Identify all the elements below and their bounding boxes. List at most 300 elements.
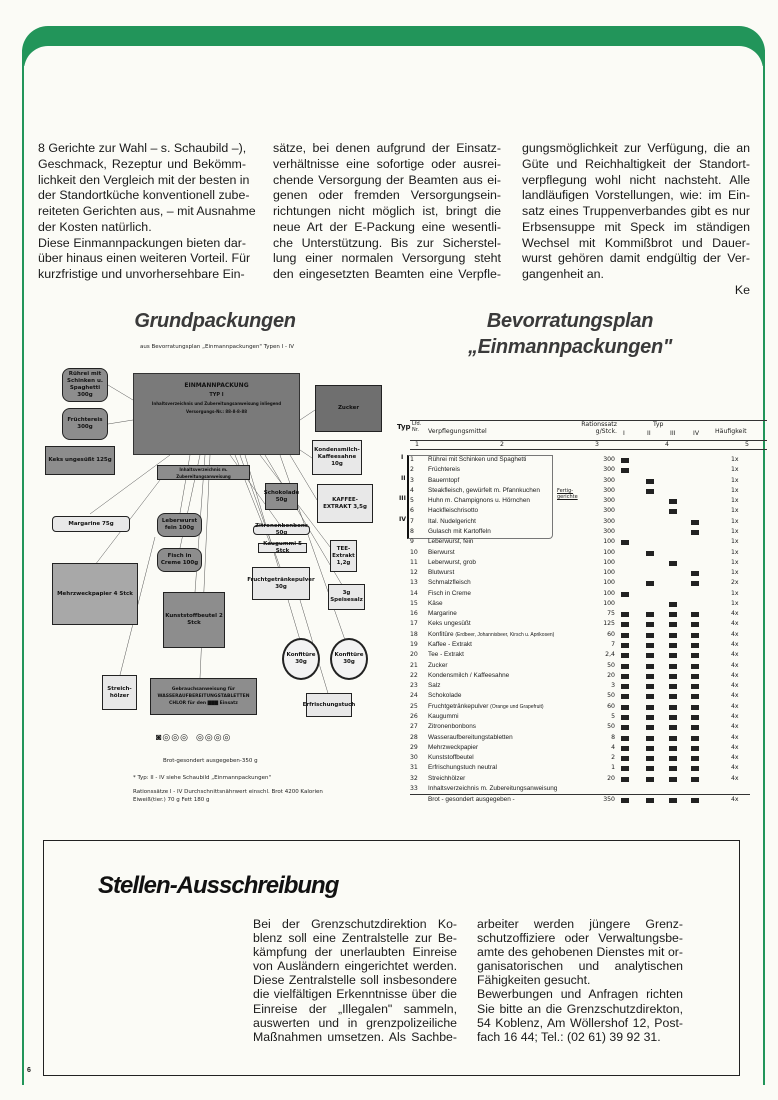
row-number: 22: [410, 671, 418, 679]
intro-column-3: [522, 141, 750, 299]
type-1-mark: [621, 798, 629, 803]
col-number: 5: [745, 441, 749, 448]
text-line: arbeiter werden jüngere Grenz-: [477, 917, 683, 931]
row-number: 4: [410, 486, 414, 494]
type-4-mark: [691, 798, 699, 803]
text-line: Wechsel mit Kommißbrot und Dauer-: [522, 235, 750, 250]
row-ration: 75: [607, 610, 615, 618]
row-item: Bierwurst: [428, 548, 455, 556]
row-item: Margarine: [428, 610, 457, 618]
text-line: die vielfältigen Erkenntnisse über die: [253, 987, 457, 1002]
row-frequency: 4x: [731, 743, 739, 751]
row-ration: 7: [611, 641, 615, 649]
row-number: 20: [410, 651, 418, 659]
text-line: chende Versorgung der Beamten aus ei-: [273, 172, 501, 187]
row-frequency: 1x: [731, 466, 739, 474]
table-row: [395, 456, 767, 466]
text-line: ganisatorischen und analytischen: [477, 959, 683, 974]
text-line: verhältnisse eine sofortige oder ausrei-: [273, 156, 501, 171]
row-frequency: 4x: [731, 641, 739, 649]
row-number: 8: [410, 527, 414, 535]
text-line: landläufigen Vorstellungen, wie: im Ein-: [522, 188, 750, 203]
group-mark: II: [401, 475, 406, 482]
row-ration: 300: [603, 507, 615, 515]
type-4-mark: [691, 705, 699, 710]
row-number: 12: [410, 569, 418, 577]
header-item: Verpflegungsmittel: [428, 428, 487, 435]
type-1-mark: [621, 468, 629, 473]
type-2-mark: [646, 694, 654, 699]
row-frequency: 4x: [731, 620, 739, 628]
table-row: [395, 538, 767, 548]
type-4-mark: [691, 633, 699, 638]
item-ruehrei: Rührei mit Schinken u. Spaghetti 300g: [62, 368, 108, 402]
row-ration: 50: [607, 661, 615, 669]
row-number: 9: [410, 538, 414, 546]
type-2-mark: [646, 622, 654, 627]
text-line: wurst gehören damit endgültig der Ver-: [522, 251, 750, 266]
row-item: Mehrzweckpapier: [428, 743, 479, 751]
row-frequency: 4x: [731, 630, 739, 638]
row-number: 3: [410, 476, 414, 484]
table-row: [395, 590, 767, 600]
text-line: amte des gehobenen Dienstes mit or-: [477, 945, 683, 960]
type-3-mark: [669, 777, 677, 782]
row-number: 19: [410, 641, 418, 649]
table-row: [395, 620, 767, 630]
type-2-mark: [646, 684, 654, 689]
row-item: Salz: [428, 682, 441, 690]
row-frequency: 1x: [731, 486, 739, 494]
text-line: kurzfristige und unvorhersehbare Ein-: [38, 267, 245, 281]
item-fruchtgetraenkepulver: Fruchtgetränkepulver 30g: [252, 567, 310, 600]
row-frequency: 4x: [731, 682, 739, 690]
text-line: sätze, bei denen aufgrund der Einsatz-: [273, 141, 501, 155]
type-3-mark: [669, 561, 677, 566]
table-row: [395, 713, 767, 723]
row-frequency: 4x: [731, 671, 739, 679]
text-line: lung einer normalen Versorgung steht: [273, 251, 501, 266]
footnote: * Typ: II - IV siehe Schaubild „Einmannpackungen": [133, 775, 272, 781]
table-row: [395, 662, 767, 672]
row-item: Käse: [428, 599, 443, 607]
type-3-mark: [669, 684, 677, 689]
row-item: Hackfleischrisotto: [428, 507, 479, 515]
text-line: reiteten Gerichten aus, – mit Ausnahme: [38, 204, 256, 218]
type-3-mark: [669, 705, 677, 710]
row-frequency: 1x: [731, 527, 739, 535]
box-label: EINMANNPACKUNG: [184, 382, 249, 389]
type-1-mark: [621, 458, 629, 463]
row-item: Kunststoffbeutel: [428, 754, 474, 762]
row-number: 7: [410, 517, 414, 525]
row-ration: 100: [603, 579, 615, 587]
row-frequency: 1x: [731, 589, 739, 597]
box-type: TYP I: [209, 392, 224, 398]
row-ration: 350: [603, 795, 615, 803]
type-2-mark: [646, 746, 654, 751]
row-frequency: 4x: [731, 754, 739, 762]
row-number: 14: [410, 589, 418, 597]
row-frequency: 1x: [731, 517, 739, 525]
row-item: Konfitüre (Erdbeer, Johannisbeer, Kirsch u. Aprikosen): [428, 630, 555, 638]
row-ration: 100: [603, 589, 615, 597]
type-2-mark: [646, 612, 654, 617]
row-item: Ital. Nudelgericht: [428, 517, 476, 525]
text-line: Bei der Grenzschutzdirektion Ko-: [253, 917, 457, 931]
box-note: Inhaltsverzeichnis und Zubereitungsanweisung inliegend: [151, 401, 282, 406]
type-2-mark: [646, 725, 654, 730]
type-2-mark: [646, 766, 654, 771]
item-kaugummi: Kaugummi 5 Stck: [258, 543, 307, 553]
text-line: 54 Koblenz, Am Wöllershof 12, Post-: [477, 1015, 683, 1030]
item-konfituere-2: Konfitüre 30g: [330, 638, 368, 680]
row-number: 29: [410, 743, 418, 751]
row-ration: 100: [603, 569, 615, 577]
row-frequency: 4x: [731, 713, 739, 720]
text-line: lichkeit den Vergleich mit der besten in: [38, 172, 250, 187]
text-line: blenz soll eine Zentralstelle zur Be-: [253, 931, 457, 946]
table-row: [395, 507, 767, 517]
row-frequency: 4x: [731, 795, 739, 803]
row-item: Gulasch mit Kartoffeln: [428, 527, 491, 535]
row-frequency: 1x: [731, 497, 739, 505]
type-4-mark: [691, 766, 699, 771]
page-number: 6: [27, 1067, 31, 1074]
type-1-mark: [621, 674, 629, 679]
text-line: richtungen nicht möglich ist, bringt die: [273, 204, 501, 218]
type-3-mark: [669, 694, 677, 699]
text-line: fach 16 44; Tel.: (02 61) 39 92 31.: [477, 1029, 661, 1044]
type-4-mark: [691, 715, 699, 720]
type-1-mark: [621, 705, 629, 710]
text-line: Diese Zentralstelle soll insbesondere: [253, 973, 457, 988]
table-row: [395, 497, 767, 507]
row-frequency: 2x: [731, 579, 739, 587]
row-item: Keks ungesüßt: [428, 620, 471, 628]
text-line: Bewerbungen und Anfragen richten: [477, 987, 683, 1002]
row-item: Leberwurst, fein: [428, 538, 474, 546]
row-item: Zucker: [428, 661, 448, 669]
row-number: 2: [410, 466, 414, 474]
row-frequency: 1x: [731, 558, 739, 566]
item-schokolade: Schokolade 50g: [265, 483, 298, 510]
fertiggerichte-label: Fertig-gerichte: [557, 488, 578, 500]
type-3-mark: [669, 612, 677, 617]
row-frequency: 1x: [731, 507, 739, 515]
table-row: [395, 672, 767, 682]
row-number: 31: [410, 764, 418, 772]
type-2-mark: [646, 664, 654, 669]
text-line: Maßnahmen umsetzen. Als Sachbe-: [253, 1029, 457, 1044]
table-row: [395, 692, 767, 702]
type-4-mark: [691, 725, 699, 730]
divider: [410, 794, 750, 795]
table-row: [395, 744, 767, 754]
table-row: [395, 559, 767, 569]
row-frequency: 1x: [731, 538, 739, 546]
type-3-mark: [669, 798, 677, 803]
row-number: 33: [410, 784, 418, 792]
table-row: [395, 610, 767, 620]
table-row: [395, 466, 767, 476]
text-line: gangenheit an.: [522, 267, 604, 281]
text-line: Güte und Reichhaltigkeit der Standort-: [522, 156, 750, 171]
row-item: Streichhölzer: [428, 774, 466, 782]
header-ration: Rationssatz g/Stck.: [581, 421, 617, 435]
col-number: 4: [665, 441, 669, 448]
row-ration: 300: [603, 517, 615, 525]
row-ration: 8: [611, 733, 615, 741]
row-item: Früchtereis: [428, 466, 460, 474]
type-3-mark: [669, 725, 677, 730]
table-row: [395, 549, 767, 559]
type-1-mark: [621, 777, 629, 782]
row-frequency: 4x: [731, 733, 739, 741]
text-line: gungsmöglichkeit zur Verfügung, die an: [522, 141, 750, 155]
type-4-mark: [691, 664, 699, 669]
text-line: auswerten und in grenzpolizeiliche: [253, 1015, 457, 1030]
table-row: [395, 651, 767, 661]
type-4-mark: [691, 571, 699, 576]
row-frequency: 4x: [731, 692, 739, 700]
type-4-mark: [691, 684, 699, 689]
item-kunststoffbeutel: Kunststoffbeutel 2 Stck: [163, 592, 225, 648]
row-item-note: (Erdbeer, Johannisbeer, Kirsch u. Aprikosen): [455, 631, 555, 638]
diagram-title: Grundpackungen: [134, 310, 296, 332]
row-ration: 100: [603, 558, 615, 566]
type-2-mark: [646, 777, 654, 782]
type-4-mark: [691, 756, 699, 761]
item-leberwurst: Leberwurst fein 100g: [157, 513, 202, 537]
type-1-mark: [621, 766, 629, 771]
type-4-mark: [691, 612, 699, 617]
text-line: Sie bitte an die Grenzschutzdirekton,: [477, 1001, 683, 1016]
type-2-mark: [646, 715, 654, 720]
table-row: [395, 579, 767, 589]
row-item: Leberwurst, grob: [428, 558, 476, 566]
row-item: Kondensmilch / Kaffeesahne: [428, 671, 510, 679]
item-zitronenbonbons: Zitronenbonbons 50g: [254, 523, 309, 536]
type-3-mark: [669, 664, 677, 669]
table-row: [395, 754, 767, 764]
text-line: Geschmack, Rezeptur und Bekömm-: [38, 156, 246, 171]
text-line: schutzoffiziere oder Verwaltungsbe-: [477, 931, 683, 946]
type-1-mark: [621, 633, 629, 638]
row-number: 1: [410, 456, 414, 463]
row-item: Schmalzfleisch: [428, 579, 471, 587]
row-item: Erfrischungstuch neutral: [428, 764, 497, 772]
type-4-mark: [691, 674, 699, 679]
type-2-mark: [646, 581, 654, 586]
type-3-mark: [669, 756, 677, 761]
item-margarine: Margarine 75g: [52, 516, 130, 532]
tablet-icons: ◙◎◎◎ ◎◎◎◎: [156, 732, 232, 742]
job-ad-column-2: [477, 917, 683, 1044]
text-line: über hinaus einen weiteren Vorteil. Für: [38, 251, 251, 266]
diagram-subtitle: aus Bevorratungsplan „Einmannpackungen" Typen I - IV: [140, 344, 295, 350]
table-row: [395, 703, 767, 713]
table-row: [395, 641, 767, 651]
text-line: neue Art der E-Packung eine wesentli-: [273, 219, 501, 234]
table-row: [395, 734, 767, 744]
type-2-mark: [646, 643, 654, 648]
row-frequency: 4x: [731, 702, 739, 710]
row-item: Fruchtgetränkepulver (Orange und Grapefruit): [428, 702, 544, 710]
type-2-mark: [646, 674, 654, 679]
col-number: 3: [595, 441, 599, 448]
row-item: Schokolade: [428, 692, 462, 700]
row-ration: 60: [607, 702, 615, 710]
job-ad-title: Stellen-Ausschreibung: [98, 872, 339, 899]
table-row: [395, 528, 767, 538]
row-item: Brot - gesondert ausgegeben -: [428, 795, 515, 803]
row-ration: 50: [607, 723, 615, 731]
text-line: Erbsensuppe mit Speck im ständigen: [522, 219, 750, 234]
type-1-mark: [621, 540, 629, 545]
row-item: Fisch in Creme: [428, 589, 471, 597]
type-1-mark: [621, 622, 629, 627]
row-ration: 3: [611, 682, 615, 690]
header-typ: Typ: [397, 423, 411, 431]
type-3-mark: [669, 622, 677, 627]
row-ration: 100: [603, 599, 615, 607]
text-line: verpflegung wohl nicht nachsteht. Alle: [522, 172, 750, 187]
type-1-mark: [621, 612, 629, 617]
row-ration: 20: [607, 671, 615, 679]
row-item: Kaugummi: [428, 713, 459, 720]
item-kondensmilch: Kondensmilch-Kaffeesahne 10g: [312, 440, 362, 475]
header-I: I: [623, 430, 625, 437]
row-ration: 1: [611, 764, 615, 772]
type-1-mark: [621, 756, 629, 761]
box-supply-number: Versorgungs-Nr.: 88-8-8-88: [185, 409, 248, 414]
item-erfrischungstuch: Erfrischungstuch: [306, 693, 352, 717]
type-3-mark: [669, 499, 677, 504]
group-mark: I: [401, 454, 404, 461]
table-row: [395, 518, 767, 528]
row-frequency: 4x: [731, 651, 739, 659]
type-3-mark: [669, 509, 677, 514]
table-row: [395, 600, 767, 610]
type-2-mark: [646, 653, 654, 658]
item-fisch: Fisch in Creme 100g: [157, 548, 202, 572]
row-ration: 300: [603, 456, 615, 463]
type-3-mark: [669, 643, 677, 648]
row-number: 15: [410, 599, 418, 607]
row-frequency: 4x: [731, 764, 739, 772]
type-3-mark: [669, 674, 677, 679]
type-2-mark: [646, 756, 654, 761]
type-1-mark: [621, 736, 629, 741]
type-1-mark: [621, 684, 629, 689]
type-3-mark: [669, 653, 677, 658]
row-item: Kaffee - Extrakt: [428, 641, 472, 649]
col-number: 1: [415, 441, 419, 448]
row-frequency: 4x: [731, 774, 739, 782]
type-2-mark: [646, 633, 654, 638]
row-number: 10: [410, 548, 418, 556]
header-typ-group: Typ: [653, 421, 664, 428]
row-ration: 2,4: [605, 651, 615, 659]
type-2-mark: [646, 479, 654, 484]
group-mark: III: [399, 495, 406, 502]
table-row: [395, 796, 767, 806]
row-item: Rührei mit Schinken und Spaghetti: [428, 456, 527, 463]
type-1-mark: [621, 715, 629, 720]
type-3-mark: [669, 715, 677, 720]
ration-note-1: Rationssätze I - IV Durchschnittsnährwert einschl. Brot 4200 Kalorien: [133, 789, 323, 795]
row-number: 13: [410, 579, 418, 587]
plan-title-2: „Einmannpackungen": [467, 336, 673, 358]
row-number: 18: [410, 630, 418, 638]
ration-note-2: Eiweiß(tier.) 70 g Fett 180 g: [133, 797, 210, 803]
row-frequency: 1x: [731, 548, 739, 556]
type-4-mark: [691, 643, 699, 648]
row-item: Zitronenbonbons: [428, 723, 476, 731]
table-row: [395, 775, 767, 785]
row-frequency: 4x: [731, 610, 739, 618]
item-keks: Keks ungesüßt 125g: [45, 446, 115, 475]
row-ration: 100: [603, 538, 615, 546]
type-1-mark: [621, 694, 629, 699]
header-II: II: [647, 430, 651, 437]
item-speisesalz: 3g Speisesalz: [328, 584, 365, 610]
text-line: che Unterstützung. Bis zur Sicherstel-: [273, 235, 501, 250]
bread-note: Brot-gesondert ausgegeben-350 g: [163, 758, 258, 764]
type-4-mark: [691, 777, 699, 782]
einmannpackung-box: [133, 373, 300, 455]
row-frequency: 4x: [731, 723, 739, 731]
row-ration: 2: [611, 754, 615, 762]
type-3-mark: [669, 766, 677, 771]
type-4-mark: [691, 520, 699, 525]
type-2-mark: [646, 551, 654, 556]
item-fruechtereis: Früchtereis 300g: [62, 408, 108, 440]
row-ration: 20: [607, 774, 615, 782]
plan-title-1: Bevorratungsplan: [486, 310, 654, 332]
row-ration: 50: [607, 692, 615, 700]
type-1-mark: [621, 592, 629, 597]
text-line: kämpfung der unerlaubten Einreise: [253, 945, 457, 960]
text-line: Diese Einmannpackungen bieten dar-: [38, 235, 246, 250]
table-row: [395, 631, 767, 641]
row-frequency: 1x: [731, 476, 739, 484]
row-number: 21: [410, 661, 418, 669]
type-2-mark: [646, 705, 654, 710]
text-line: der Kosten natürlich.: [38, 219, 152, 234]
row-ration: 300: [603, 466, 615, 474]
type-4-mark: [691, 694, 699, 699]
row-item: Bauerntopf: [428, 476, 460, 484]
text-line: der Standortküche konventionell zube-: [38, 188, 250, 203]
text-line: den eingesetzten Beamten eine Verpfle-: [273, 267, 501, 281]
type-1-mark: [621, 746, 629, 751]
row-item: Blutwurst: [428, 569, 455, 577]
row-frequency: 4x: [731, 661, 739, 669]
row-ration: 5: [611, 713, 615, 720]
row-number: 11: [410, 558, 418, 566]
type-1-mark: [621, 664, 629, 669]
text-line: Fähigkeiten gesucht.: [477, 973, 591, 988]
type-3-mark: [669, 633, 677, 638]
row-item: Wasseraufbereitungstabletten: [428, 733, 513, 741]
type-1-mark: [621, 643, 629, 648]
row-number: 25: [410, 702, 418, 710]
row-ration: 300: [603, 497, 615, 505]
text-line: satz eines Truppenverbandes gibt es nur: [522, 204, 750, 218]
text-line: Einreise der „Illegalen" sammeln,: [253, 1001, 457, 1016]
